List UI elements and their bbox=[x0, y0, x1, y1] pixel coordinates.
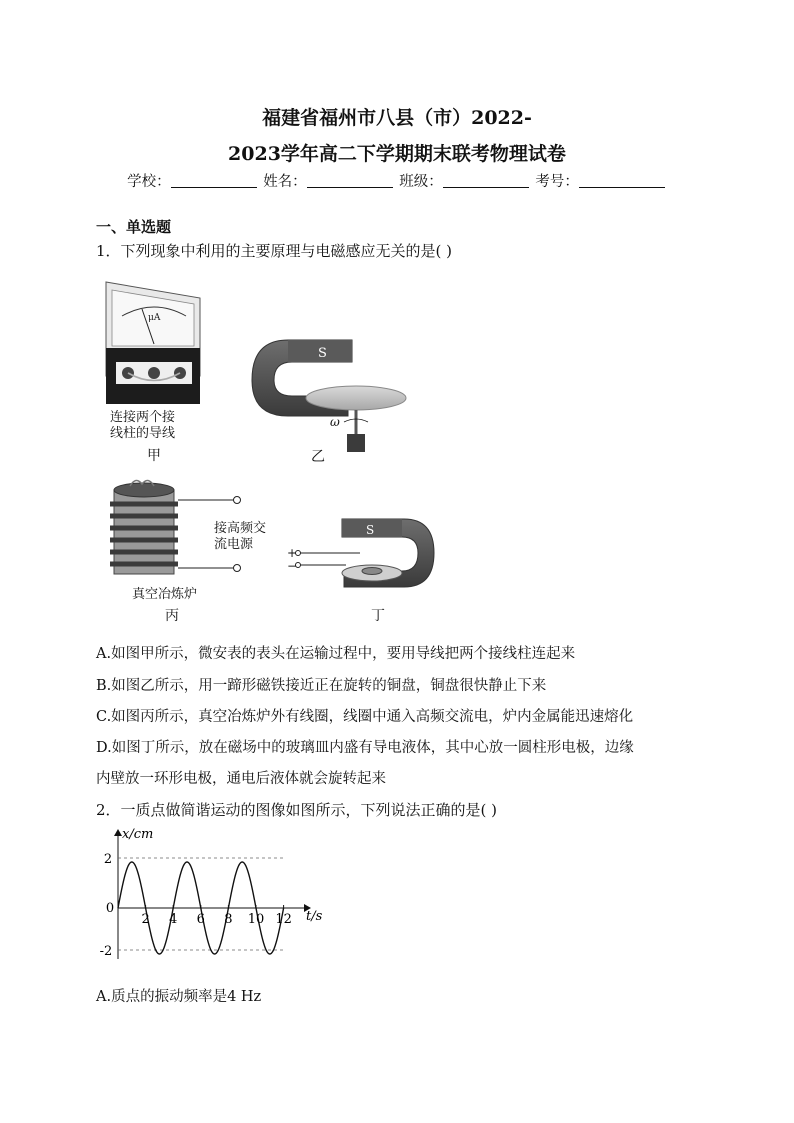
figure-jia-label-line2: 线柱的导线 bbox=[110, 426, 176, 441]
shm-y-axis-label: x/cm bbox=[122, 827, 154, 842]
exam-number-field-blank[interactable] bbox=[579, 173, 665, 188]
figure-yi-pole-label: S bbox=[318, 346, 327, 361]
shm-graph bbox=[96, 824, 336, 964]
shm-x-tick-label: 4 bbox=[169, 912, 178, 927]
q2-option-a[interactable]: A.质点的振动频率是4 Hz bbox=[96, 989, 262, 1005]
question-2-stem: 2．一质点做简谐运动的图像如图所示，下列说法正确的是( ) bbox=[96, 801, 498, 819]
q1-option-c[interactable]: C.如图丙所示，真空冶炼炉外有线圈，线圈中通入高频交流电，炉内金属能迅速熔化 bbox=[96, 709, 634, 725]
figure-bing-source-label bbox=[214, 521, 266, 553]
figure-bing-source-line1: 接高频交 bbox=[214, 521, 267, 536]
q1-option-b[interactable]: B.如图乙所示，用一蹄形磁铁接近正在旋转的铜盘，铜盘很快静止下来 bbox=[96, 678, 547, 694]
figure-ding-minus-label: − bbox=[287, 559, 298, 573]
school-field-blank[interactable] bbox=[171, 173, 257, 188]
figure-ding-pole-label: S bbox=[366, 523, 375, 537]
class-field-label: 班级： bbox=[399, 174, 443, 190]
shm-x-axis-label: t/s bbox=[306, 909, 323, 924]
microammeter-unit-label: μA bbox=[148, 313, 161, 323]
student-info-fields bbox=[0, 170, 794, 191]
figure-jia-caption: 甲 bbox=[147, 448, 161, 464]
exam-number-field-label: 考号： bbox=[535, 174, 579, 190]
shm-x-tick-label: 8 bbox=[224, 912, 233, 927]
name-field-blank[interactable] bbox=[307, 173, 393, 188]
figure-bing-furnace-label: 真空冶炼炉 bbox=[132, 587, 198, 602]
figure-ding-caption: 丁 bbox=[371, 608, 385, 624]
name-field-label: 姓名： bbox=[263, 174, 307, 190]
school-field-label: 学校： bbox=[127, 174, 171, 190]
shm-x-tick-label: 2 bbox=[141, 912, 150, 927]
figure-jia-microammeter bbox=[104, 276, 208, 408]
figure-ding-magnet-dish bbox=[284, 515, 446, 597]
figure-jia-label bbox=[110, 410, 175, 442]
figure-yi-caption: 乙 bbox=[311, 449, 325, 465]
question-1-stem: 1．下列现象中利用的主要原理与电磁感应无关的是( ) bbox=[96, 242, 453, 260]
q1-option-a[interactable]: A.如图甲所示，微安表的表头在运输过程中，要用导线把两个接线柱连起来 bbox=[96, 646, 576, 662]
figure-yi-omega-label: ω bbox=[330, 415, 340, 429]
shm-y-tick-pos: 2 bbox=[103, 852, 113, 867]
q1-option-d-line1[interactable]: D.如图丁所示，放在磁场中的玻璃皿内盛有导电液体，其中心放一圆柱形电极，边缘 bbox=[96, 740, 634, 756]
paper-title-line2: 2023学年高二下学期期末联考物理试卷 bbox=[228, 143, 566, 165]
figure-jia-label-line1: 连接两个接 bbox=[110, 410, 176, 425]
shm-x-tick-label: 10 bbox=[247, 912, 265, 927]
q1-option-d-line2[interactable]: 内壁放一环形电极，通电后液体就会旋转起来 bbox=[96, 771, 386, 787]
shm-x-tick-label: 12 bbox=[275, 912, 292, 927]
figure-bing-source-line2: 流电源 bbox=[214, 537, 254, 552]
figure-yi-magnet-disk bbox=[248, 334, 410, 456]
section-heading: 一、单选题 bbox=[96, 218, 172, 236]
shm-x-tick-label: 6 bbox=[196, 912, 205, 927]
shm-y-tick-neg: -2 bbox=[99, 944, 113, 959]
class-field-blank[interactable] bbox=[443, 173, 529, 188]
paper-title-line1: 福建省福州市八县（市）2022- bbox=[262, 107, 532, 129]
shm-y-tick-zero: 0 bbox=[105, 901, 115, 916]
figure-ding-plus-label: + bbox=[287, 546, 298, 560]
figure-bing-caption: 丙 bbox=[165, 608, 179, 624]
